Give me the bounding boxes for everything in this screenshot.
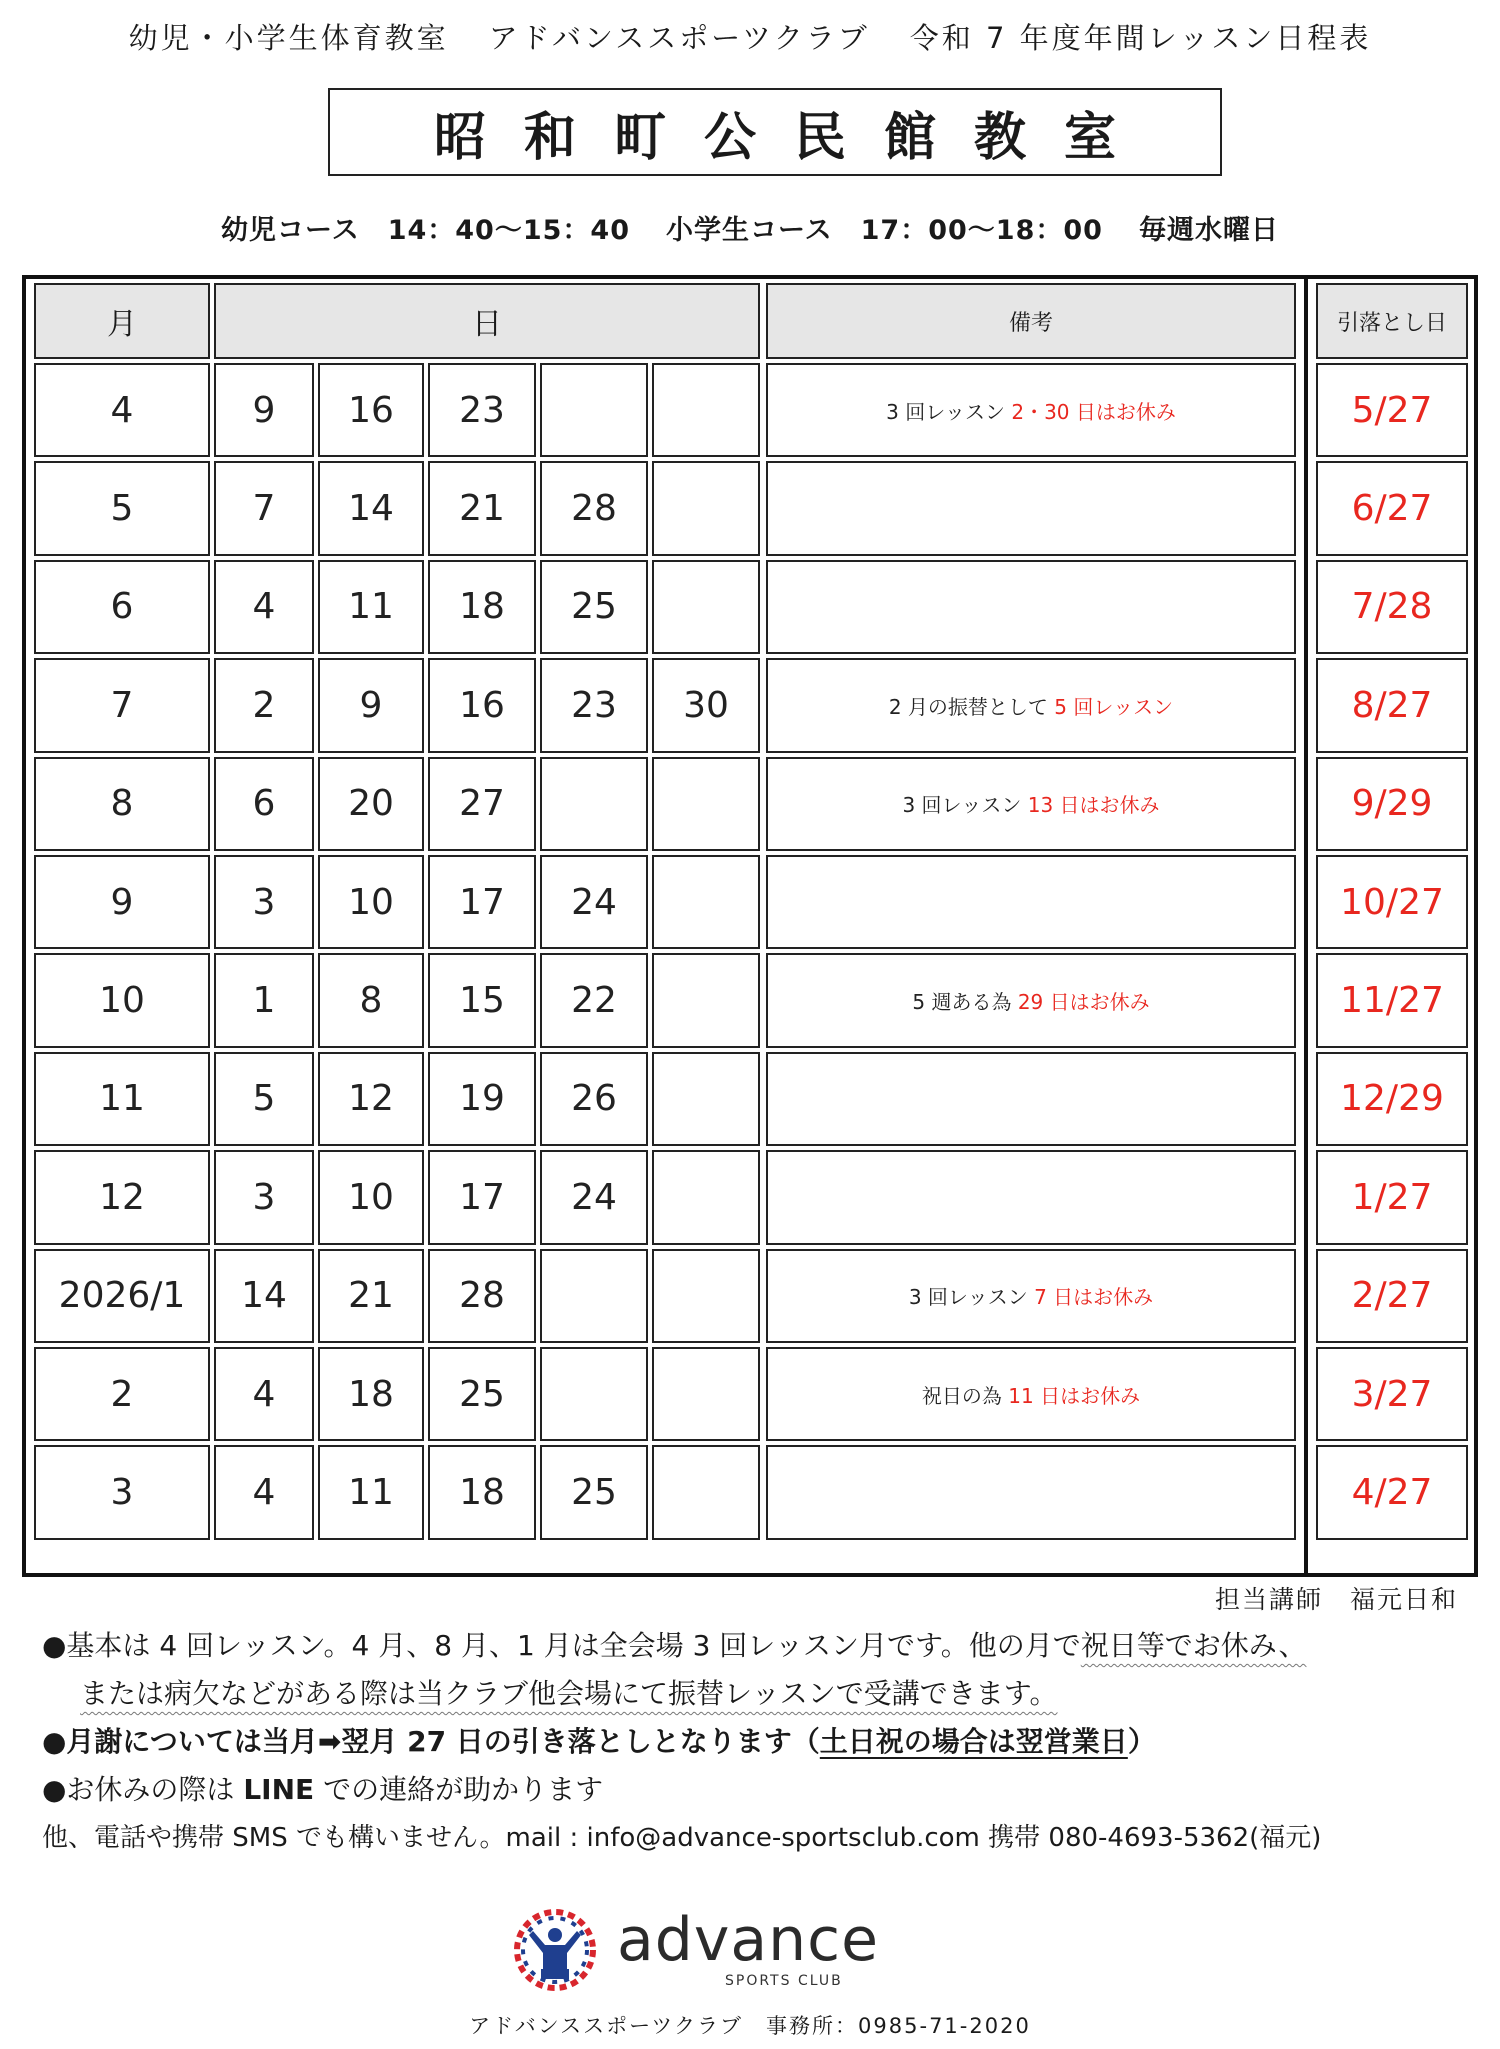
notes-section [42, 1622, 1472, 1862]
note-line-4: ●お休みの際は LINE での連絡が助かります [42, 1773, 604, 1806]
day-value: 15 [459, 980, 505, 1022]
debit-date: 10/27 [1340, 881, 1444, 923]
day-cell [652, 1347, 760, 1441]
note-cell [766, 1347, 1296, 1441]
month-cell [34, 1445, 210, 1539]
note-highlight: 29 日はお休み [1017, 990, 1150, 1015]
day-cell [214, 560, 314, 654]
day-value: 3 [252, 1176, 276, 1218]
day-value: 27 [459, 783, 505, 825]
day-cell [428, 1445, 536, 1539]
header-day-label: 日 [472, 307, 502, 342]
month-cell [34, 1347, 210, 1441]
kids-course: 幼児コース 14：40～15：40 [221, 214, 630, 246]
debit-cell [1316, 363, 1468, 457]
month-value: 6 [110, 586, 134, 628]
day-value: 28 [459, 1275, 505, 1317]
day-cell [214, 1249, 314, 1343]
day-value: 10 [348, 1176, 394, 1218]
day-value: 16 [348, 389, 394, 431]
month-value: 10 [99, 980, 145, 1022]
month-cell [34, 757, 210, 851]
day-cell [428, 1150, 536, 1244]
note-cell [766, 560, 1296, 654]
month-value: 9 [110, 881, 134, 923]
day-cell [652, 461, 760, 555]
day-value: 25 [571, 1472, 617, 1514]
day-cell [540, 855, 648, 949]
header-month [34, 283, 210, 359]
note-segment: 5 週ある為 [912, 990, 1018, 1015]
debit-cell [1316, 953, 1468, 1047]
day-value: 4 [252, 586, 276, 628]
day-cell [428, 1347, 536, 1441]
debit-cell [1316, 1347, 1468, 1441]
note-line-3: ●月謝については当月➡翌月 27 日の引き落としとなります（土日祝の場合は翌営業日） [42, 1725, 1156, 1758]
day-value: 25 [459, 1373, 505, 1415]
header-month-label: 月 [107, 307, 137, 342]
day-value: 21 [459, 488, 505, 530]
day-cell [318, 855, 424, 949]
logo-subtitle: SPORTS CLUB [725, 1973, 843, 1989]
day-value: 19 [459, 1078, 505, 1120]
day-cell [652, 658, 760, 752]
day-value: 23 [571, 684, 617, 726]
day-cell [428, 757, 536, 851]
day-cell [652, 560, 760, 654]
school-name: 幼児・小学生体育教室 [128, 20, 449, 55]
day-cell [318, 658, 424, 752]
note-cell [766, 658, 1296, 752]
note-segment: 3 回レッスン [908, 1285, 1035, 1310]
schedule-title: 令和 7 年度年間レッスン日程表 [909, 20, 1372, 55]
day-cell [428, 1249, 536, 1343]
day-value: 7 [252, 488, 276, 530]
month-value: 12 [99, 1176, 145, 1218]
page-title: 昭和町公民館教室 [328, 88, 1222, 176]
day-value: 18 [459, 586, 505, 628]
note-line-1: ●基本は 4 回レッスン。4 月、8 月、1 月は全会場 3 回レッスン月です。他の月で祝日等でお休み、 [42, 1629, 1307, 1662]
day-value: 26 [571, 1078, 617, 1120]
note-cell [766, 1150, 1296, 1244]
day-cell [540, 1052, 648, 1146]
debit-column-divider [1304, 279, 1308, 1573]
month-value: 7 [110, 684, 134, 726]
day-cell [652, 1150, 760, 1244]
day-cell [214, 1347, 314, 1441]
note-cell [766, 855, 1296, 949]
day-cell [652, 1445, 760, 1539]
course-schedule [0, 205, 1500, 249]
day-value: 9 [252, 389, 276, 431]
note-highlight: 13 日はお休み [1027, 793, 1160, 818]
day-cell [214, 1052, 314, 1146]
debit-cell [1316, 855, 1468, 949]
logo-wordmark: advance [617, 1905, 880, 1975]
day-cell [318, 1150, 424, 1244]
advance-logo [505, 1905, 905, 1995]
day-cell [214, 1150, 314, 1244]
debit-cell [1316, 1249, 1468, 1343]
day-cell [540, 1249, 648, 1343]
day-cell [214, 461, 314, 555]
note-text [902, 789, 1159, 818]
day-cell [540, 757, 648, 851]
day-cell [214, 953, 314, 1047]
day-value: 5 [252, 1078, 276, 1120]
document-header [0, 10, 1500, 62]
day-value: 1 [252, 980, 276, 1022]
note-text [922, 1380, 1140, 1409]
day-cell [428, 560, 536, 654]
day-value: 24 [571, 1176, 617, 1218]
day-value: 14 [348, 488, 394, 530]
month-value: 2026/1 [58, 1275, 186, 1317]
debit-date: 12/29 [1340, 1078, 1444, 1120]
month-value: 8 [110, 783, 134, 825]
debit-date: 7/28 [1351, 586, 1433, 628]
month-cell [34, 1249, 210, 1343]
day-value: 17 [459, 1176, 505, 1218]
note-highlight: 5 回レッスン [1054, 694, 1174, 719]
debit-cell [1316, 757, 1468, 851]
elementary-course: 小学生コース 17：00～18：00 [666, 214, 1103, 246]
day-value: 17 [459, 881, 505, 923]
day-cell [540, 560, 648, 654]
day-cell [214, 757, 314, 851]
day-cell [428, 461, 536, 555]
debit-date: 5/27 [1351, 389, 1433, 431]
debit-date: 8/27 [1351, 684, 1433, 726]
day-cell [214, 1445, 314, 1539]
note-cell [766, 461, 1296, 555]
debit-date: 11/27 [1340, 980, 1444, 1022]
day-value: 22 [571, 980, 617, 1022]
day-cell [214, 658, 314, 752]
month-cell [34, 461, 210, 555]
day-value: 24 [571, 881, 617, 923]
contact-line: 他、電話や携帯 SMS でも構いません。mail : info@advance-sportsclub.com 携帯 080-4693-5362(福元) [42, 1823, 1322, 1853]
month-value: 5 [110, 488, 134, 530]
debit-cell [1316, 1052, 1468, 1146]
day-value: 25 [571, 586, 617, 628]
instructor: 担当講師 福元日和 [1214, 1585, 1458, 1614]
day-cell [318, 1347, 424, 1441]
month-cell [34, 363, 210, 457]
note-segment: 2 月の振替として [888, 694, 1055, 719]
day-cell [428, 658, 536, 752]
header-debit-label: 引落とし日 [1336, 310, 1447, 336]
note-cell [766, 363, 1296, 457]
note-cell [766, 1445, 1296, 1539]
day-value: 10 [348, 881, 394, 923]
note-segment: 3 回レッスン [902, 793, 1028, 818]
day-cell [540, 363, 648, 457]
month-value: 3 [110, 1472, 134, 1514]
month-cell [34, 1052, 210, 1146]
note-cell [766, 1052, 1296, 1146]
day-value: 3 [252, 881, 276, 923]
day-cell [214, 855, 314, 949]
day-cell [318, 757, 424, 851]
day-cell [318, 953, 424, 1047]
day-cell [652, 953, 760, 1047]
month-cell [34, 855, 210, 949]
debit-date: 6/27 [1351, 488, 1433, 530]
day-cell [318, 1052, 424, 1146]
debit-cell [1316, 461, 1468, 555]
note-cell [766, 953, 1296, 1047]
debit-cell [1316, 658, 1468, 752]
day-cell [318, 1445, 424, 1539]
month-cell [34, 658, 210, 752]
debit-date: 4/27 [1351, 1472, 1433, 1514]
day-cell [652, 855, 760, 949]
day-value: 16 [459, 684, 505, 726]
day-value: 18 [459, 1472, 505, 1514]
header-note [766, 283, 1296, 359]
day-value: 18 [348, 1373, 394, 1415]
day-value: 8 [359, 980, 383, 1022]
debit-cell [1316, 1445, 1468, 1539]
weekday: 毎週水曜日 [1138, 214, 1279, 246]
month-cell [34, 560, 210, 654]
debit-cell [1316, 560, 1468, 654]
header-note-label: 備考 [1008, 310, 1053, 336]
day-cell [540, 658, 648, 752]
day-cell [318, 1249, 424, 1343]
month-value: 11 [99, 1078, 145, 1120]
debit-date: 3/27 [1351, 1373, 1433, 1415]
day-value: 2 [252, 684, 276, 726]
day-value: 6 [252, 783, 276, 825]
debit-date: 9/29 [1351, 783, 1433, 825]
day-cell [318, 363, 424, 457]
day-cell [540, 1445, 648, 1539]
day-value: 4 [252, 1373, 276, 1415]
day-cell [428, 1052, 536, 1146]
day-value: 9 [359, 684, 383, 726]
day-cell [540, 461, 648, 555]
day-cell [652, 363, 760, 457]
day-cell [540, 1347, 648, 1441]
day-value: 20 [348, 783, 394, 825]
day-cell [652, 1249, 760, 1343]
debit-date: 1/27 [1351, 1176, 1433, 1218]
day-cell [428, 363, 536, 457]
day-value: 4 [252, 1472, 276, 1514]
note-cell [766, 757, 1296, 851]
day-cell [214, 363, 314, 457]
note-cell [766, 1249, 1296, 1343]
day-cell [540, 1150, 648, 1244]
day-value: 12 [348, 1078, 394, 1120]
note-highlight: 2・30 日はお休み [1011, 399, 1176, 424]
note-text [912, 986, 1149, 1015]
day-cell [428, 953, 536, 1047]
note-highlight: 11 日はお休み [1008, 1383, 1141, 1408]
note-line-2: または病欠などがある際は当クラブ他会場にて振替レッスンで受講できます。 [80, 1677, 1058, 1710]
month-value: 2 [110, 1373, 134, 1415]
day-value: 11 [348, 1472, 394, 1514]
day-cell [318, 461, 424, 555]
debit-cell [1316, 1150, 1468, 1244]
day-value: 21 [348, 1275, 394, 1317]
day-value: 11 [348, 586, 394, 628]
day-cell [318, 560, 424, 654]
note-text [886, 396, 1176, 425]
day-cell [428, 855, 536, 949]
lesson-schedule-table [22, 275, 1478, 1577]
day-value: 14 [241, 1275, 287, 1317]
day-cell [652, 757, 760, 851]
day-value: 23 [459, 389, 505, 431]
day-value: 28 [571, 488, 617, 530]
footer-office: アドバンススポーツクラブ 事務所：0985-71-2020 [469, 2014, 1031, 2038]
note-text [889, 691, 1173, 720]
debit-date: 2/27 [1351, 1275, 1433, 1317]
club-emblem-icon [505, 1905, 605, 1995]
note-segment: 3 回レッスン [886, 399, 1012, 424]
header-day [214, 283, 760, 359]
note-highlight: 7 日はお休み [1034, 1285, 1154, 1310]
month-cell [34, 1150, 210, 1244]
club-name: アドバンススポーツクラブ [488, 20, 870, 55]
day-value: 30 [683, 684, 729, 726]
note-text [909, 1281, 1153, 1310]
note-segment: 祝日の為 [921, 1383, 1009, 1408]
month-value: 4 [110, 389, 134, 431]
header-debit [1316, 283, 1468, 359]
month-cell [34, 953, 210, 1047]
day-cell [652, 1052, 760, 1146]
day-cell [540, 953, 648, 1047]
